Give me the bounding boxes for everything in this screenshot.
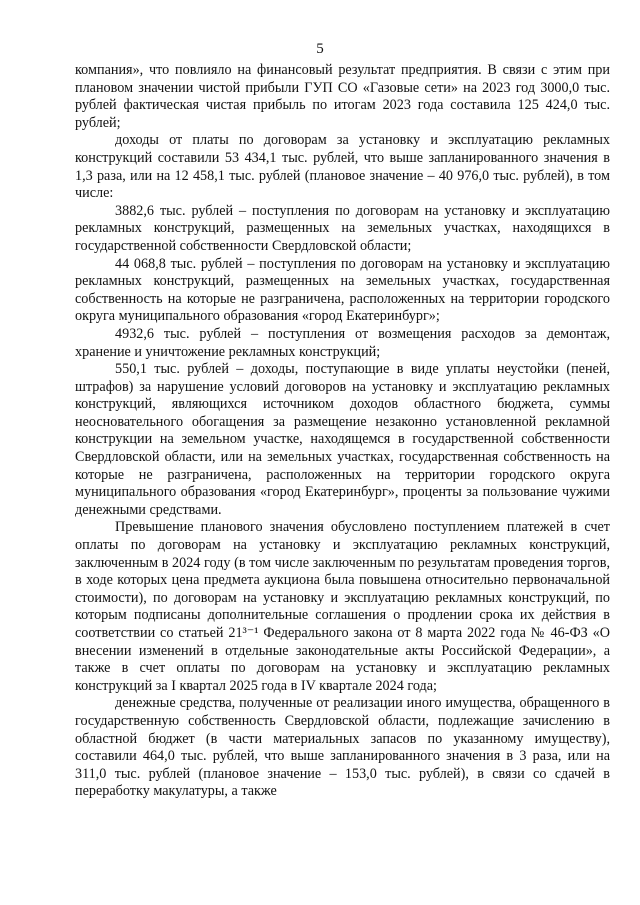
paragraph-plan-excess-explanation: Превышение планового значения обусловлено поступлением платежей в счет оплаты по договорам на установку и эксплуатацию рекламных конструкций, заключенным в 2024 году (в том числе заключенным по результатам проведения торгов, в ходе которых цена предмета аукциона была повышена относительно первоначальной стоимости), по договорам на установку и эксплуатацию рекламных конструкций, по которым подписаны дополнительные соглашения о продлении срока их действия в соответствии со статьей 21³⁻¹ Федерального закона от 8 марта 2022 года № 46-ФЗ «О внесении изменений в отдельные законодательные акты Российской Федерации», а также в счет оплаты по договорам на установку и эксплуатацию рекламных конструкций за I квартал 2025 года в IV квартале 2024 года; [75, 519, 610, 694]
paragraph-state-land-income: 3882,6 тыс. рублей – поступления по договорам на установку и эксплуатацию рекламных конструкций, размещенных на земельных участках, находящихся в государственной собственности Свердловской области; [75, 202, 610, 254]
document-body [75, 62, 610, 801]
paragraph-penalties-income: 550,1 тыс. рублей – доходы, поступающие в виде уплаты неустойки (пеней, штрафов) за нарушение условий договоров на установку и эксплуатацию рекламных конструкций, являющихся источником доходов областного бюджета, суммы неосновательного обогащения за размещение незаконно установленной рекламной конструкции на земельном участке, находящемся в государственной собственности Свердловской области, или на земельных участках, государственная собственность на которые не разграничена, расположенных на территории городского округа муниципального образования «город Екатеринбург», проценты за пользование чужими денежными средствами. [75, 361, 610, 518]
paragraph-property-sale-income: денежные средства, полученные от реализации иного имущества, обращенного в государственную собственность Свердловской области, подлежащие зачислению в областной бюджет (в части материальных запасов по указанному имуществу), составили 464,0 тыс. рублей, что выше запланированного значения в 3 раза, или на 311,0 тыс. рублей (плановое значение – 153,0 тыс. рублей), в связи со сдачей в переработку макулатуры, а также [75, 695, 610, 800]
paragraph-advertising-income: доходы от платы по договорам за установку и эксплуатацию рекламных конструкций составили 53 434,1 тыс. рублей, что выше запланированного значения в 1,3 раза, или на 12 458,1 тыс. рублей (плановое значение – 40 976,0 тыс. рублей), в том числе: [75, 132, 610, 202]
paragraph-unallocated-land-income: 44 068,8 тыс. рублей – поступления по договорам на установку и эксплуатацию рекламных конструкций, размещенных на земельных участках, государственная собственность на которые не разграничена, расположенных на территории городского округа муниципального образования «город Екатеринбург»; [75, 255, 610, 325]
paragraph-dismantling-reimbursement: 4932,6 тыс. рублей – поступления от возмещения расходов за демонтаж, хранение и уничтожение рекламных конструкций; [75, 325, 610, 360]
page-number: 5 [316, 41, 324, 57]
paragraph-continuation: компания», что повлияло на финансовый результат предприятия. В связи с этим при плановом значении чистой прибыли ГУП СО «Газовые сети» на 2023 год 3000,0 тыс. рублей фактическая чистая прибыль по итогам 2023 года составила 125 424,0 тыс. рублей; [75, 62, 610, 131]
